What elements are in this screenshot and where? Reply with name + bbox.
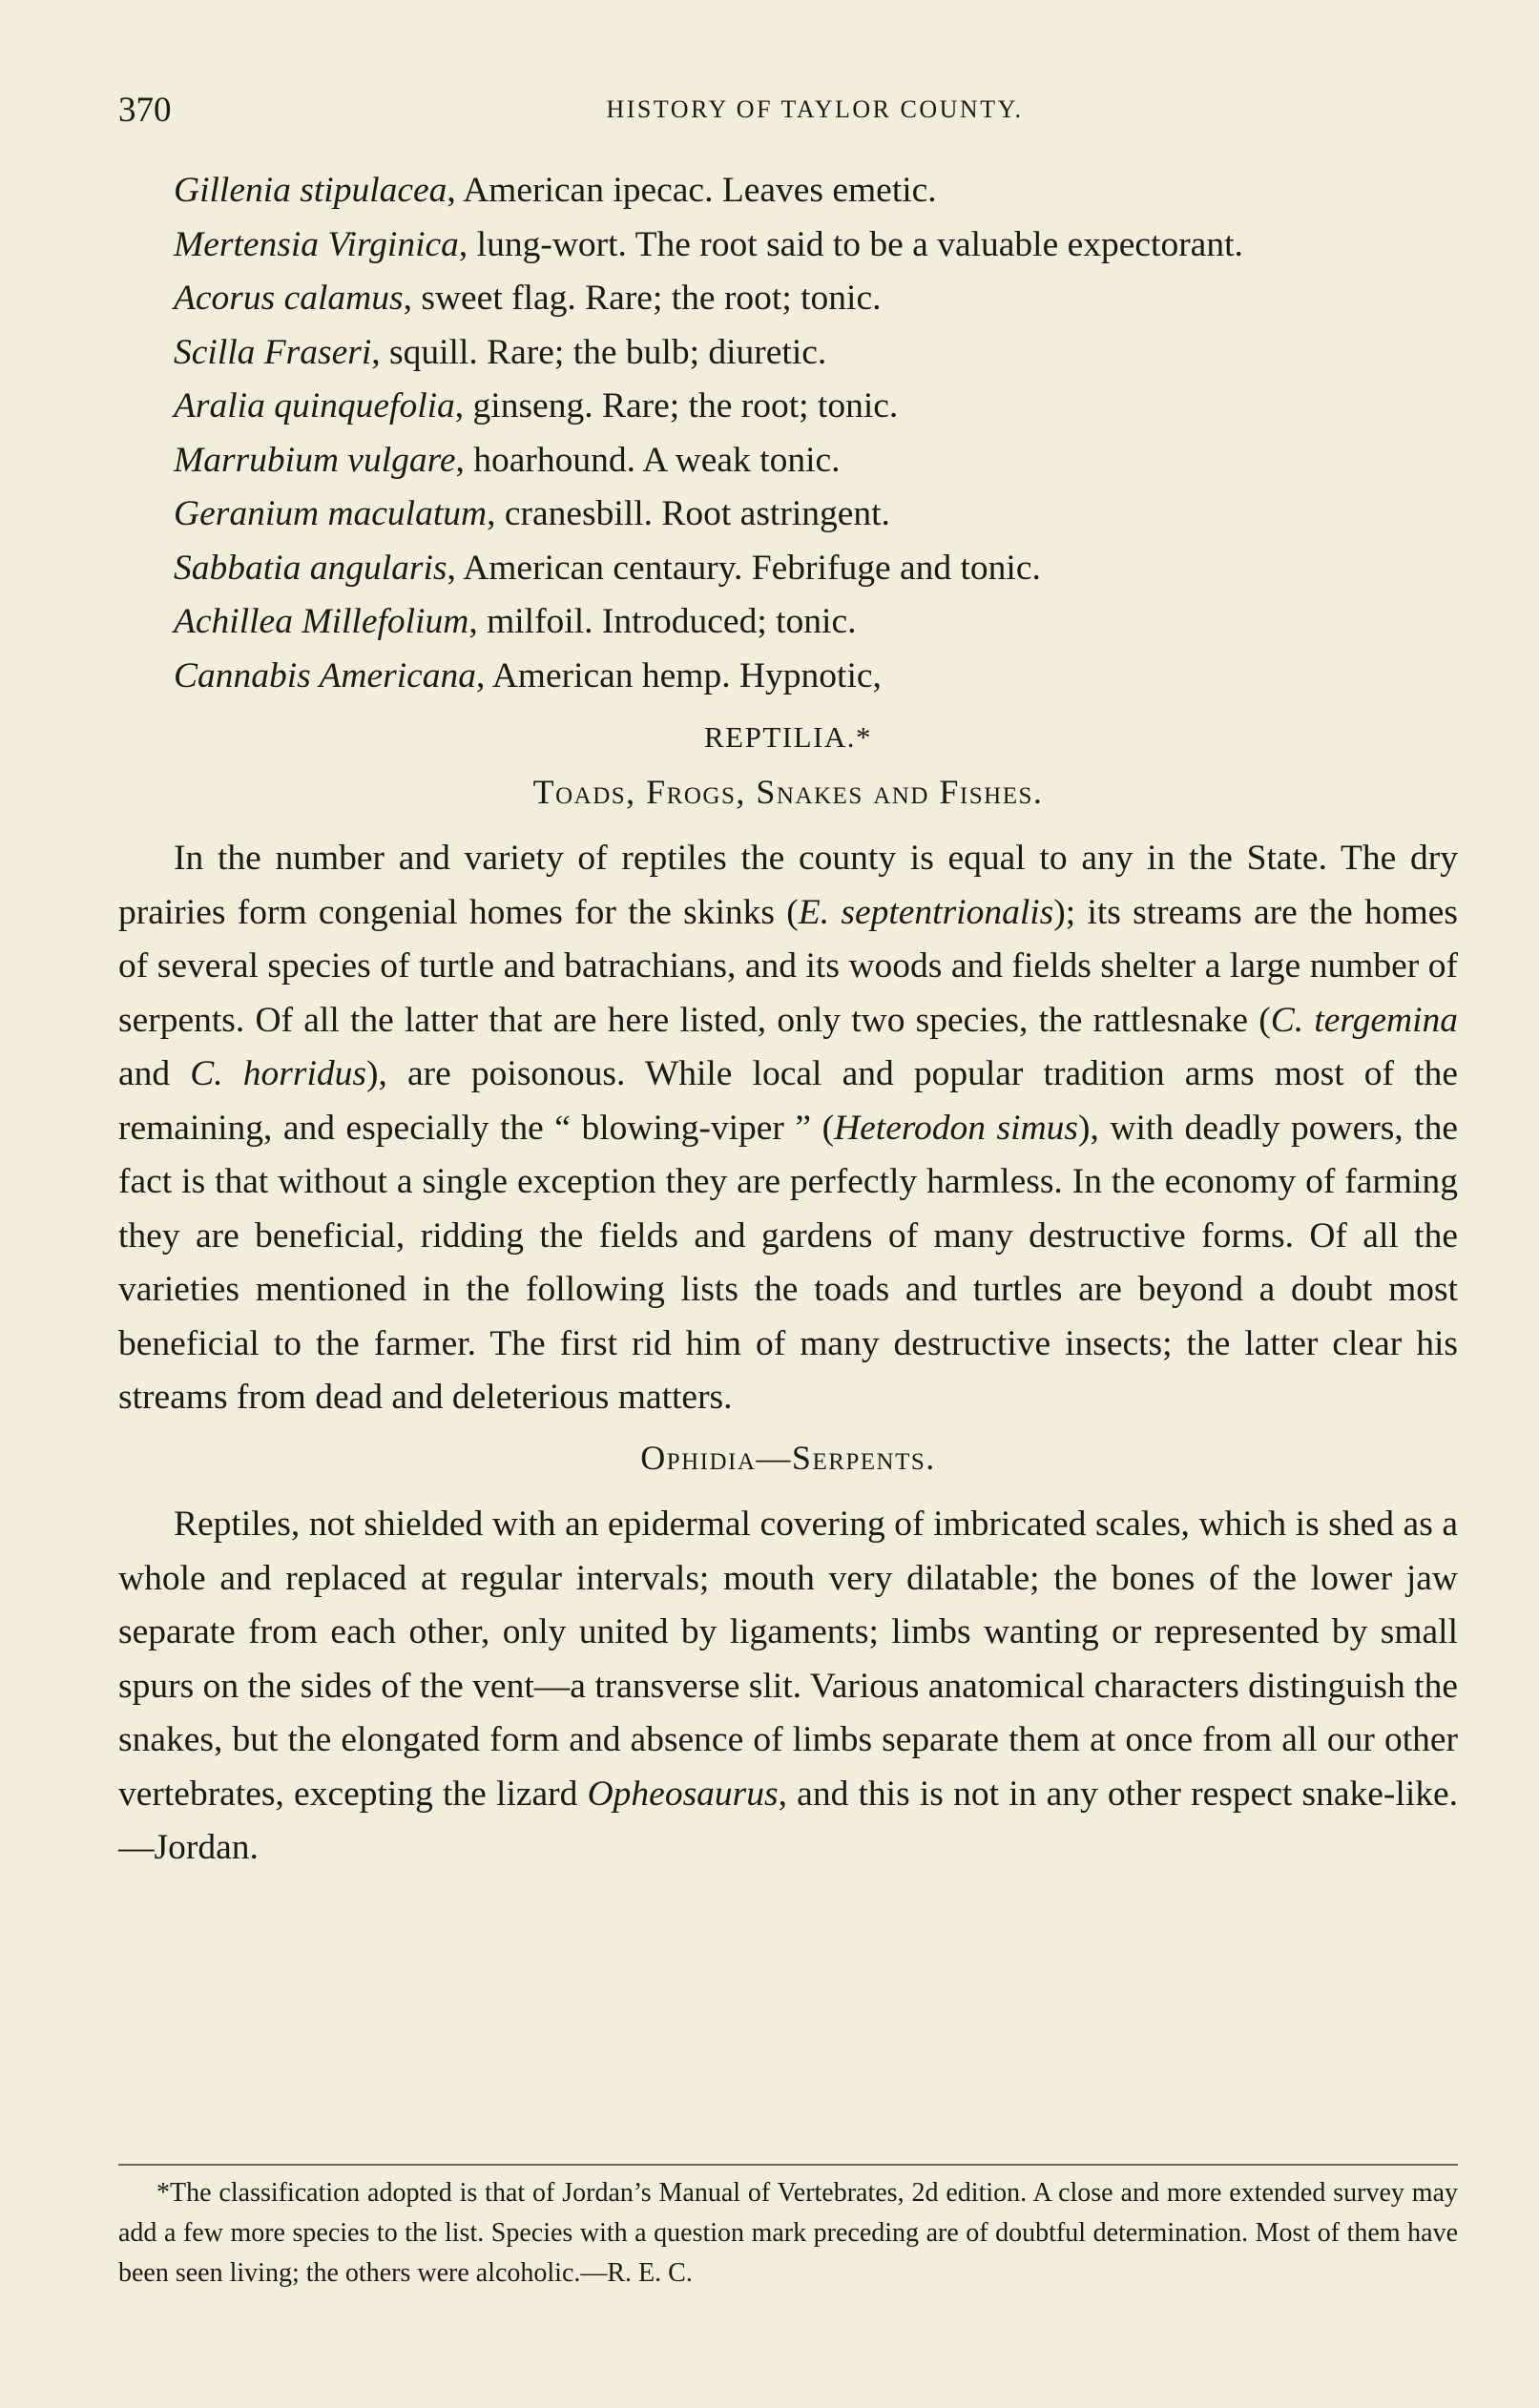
plant-description: , ginseng. Rare; the root; tonic.	[454, 386, 899, 426]
plant-entry	[118, 488, 1458, 542]
plant-description: , American ipecac. Leaves emetic.	[447, 171, 937, 210]
species-name: E. septentrionalis	[798, 892, 1054, 932]
running-head: HISTORY OF TAYLOR COUNTY.	[606, 95, 1024, 123]
plant-name: Mertensia Virginica	[174, 224, 459, 264]
species-name: C. tergemina	[1270, 1000, 1459, 1040]
plant-description: , cranesbill. Root astringent.	[487, 494, 890, 533]
section-subheading: Toads, Frogs, Snakes and Fishes.	[532, 772, 1044, 811]
plant-name: Sabbatia angularis	[174, 548, 447, 588]
plant-name: Scilla Fraseri	[174, 332, 372, 372]
text-run: ), are poisonous. While local and popular tradition arms most of the remaining, and especially the “ blowing-viper ” (	[118, 1054, 1458, 1148]
plant-description: , milfoil. Introduced; tonic.	[468, 602, 857, 641]
plant-description: , squill. Rare; the bulb; diuretic.	[371, 332, 827, 372]
plant-name: Achillea Millefolium	[174, 602, 469, 641]
plant-name: Gillenia stipulacea	[174, 171, 447, 210]
plant-entry	[118, 434, 1458, 488]
footnote-divider	[118, 2164, 1458, 2166]
plant-entry	[118, 542, 1458, 596]
text-run: In the number and variety of reptiles the county is equal to any in the State. The dry prairies form congenial homes for the skinks (	[118, 839, 1458, 932]
text-run: ), with deadly powers, the fact is that without a single exception they are perfectly harmless. In the economy of farming they are beneficial, ridding the fields and gardens of many destructive forms. Of all the varieties mentioned in the following lists the toads and turtles are beyond a doubt most beneficial to the farmer. The first rid him of many destructive insects; the latter clear his streams from dead and deleterious matters.	[118, 1108, 1458, 1417]
plant-name: Geranium maculatum	[174, 494, 488, 533]
plant-entry	[118, 380, 1458, 434]
ophidia-paragraph	[118, 1498, 1458, 1876]
plant-description: , hoarhound. A weak tonic.	[455, 440, 841, 480]
plant-name: Cannabis Americana	[174, 655, 477, 695]
text-run: ); its streams are the homes of several species of turtle and batrachians, and its woods and fields shelter a large number of serpents. Of all the latter that are here listed, only two species, the rattlesnake (	[118, 892, 1458, 1040]
plant-name: Acorus calamus	[174, 279, 404, 318]
reptilia-paragraph	[118, 832, 1458, 1425]
plant-entry	[118, 650, 1458, 704]
plant-entry	[118, 326, 1458, 381]
plant-entry	[118, 595, 1458, 650]
footnote: *The classification adopted is that of Jordan’s Manual of Vertebrates, 2d edition. A close and more extended survey may add a few more species to the list. Species with a question mark preceding are of doubtful determination. Most of them have been seen living; the others were alcoholic.—R. E. C.	[118, 2178, 1458, 2288]
plant-entry	[118, 164, 1458, 218]
plant-description: , American centaury. Febrifuge and tonic.	[447, 548, 1041, 588]
section-heading-reptilia: REPTILIA.*	[703, 720, 872, 754]
page-header	[118, 86, 1454, 134]
species-name: Heterodon simus	[834, 1108, 1078, 1148]
text-run: , and this is not in any other respect snake-like.—Jordan.	[118, 1774, 1459, 1867]
plant-entry	[118, 218, 1458, 273]
text-run: Reptiles, not shielded with an epidermal covering of imbricated scales, which is shed as a whole and replaced at regular intervals; mouth very dilatable; the bones of the lower jaw separate from each other, only united by ligaments; limbs wanting or represented by small spurs on the sides of the vent—a transverse slit. Various anatomical characters distinguish the snakes, but the elongated form and absence of limbs separate them at once from all our other vertebrates, excepting the lizard	[118, 1505, 1458, 1814]
text-run: and	[118, 1054, 191, 1093]
plant-description: , lung-wort. The root said to be a valuable expectorant.	[458, 224, 1243, 264]
page-number: 370	[118, 91, 172, 130]
plant-entry	[118, 272, 1458, 326]
species-name: Opheosaurus	[587, 1774, 779, 1814]
section-heading-ophidia: Ophidia—Serpents.	[640, 1438, 936, 1477]
plant-description: , American hemp. Hypnotic,	[476, 655, 882, 695]
plant-name: Aralia quinquefolia	[174, 386, 455, 426]
plant-name: Marrubium vulgare	[174, 440, 456, 480]
plant-description: , sweet flag. Rare; the root; tonic.	[403, 279, 882, 318]
body-text	[118, 164, 1458, 1876]
species-name: C. horridus	[190, 1054, 366, 1093]
